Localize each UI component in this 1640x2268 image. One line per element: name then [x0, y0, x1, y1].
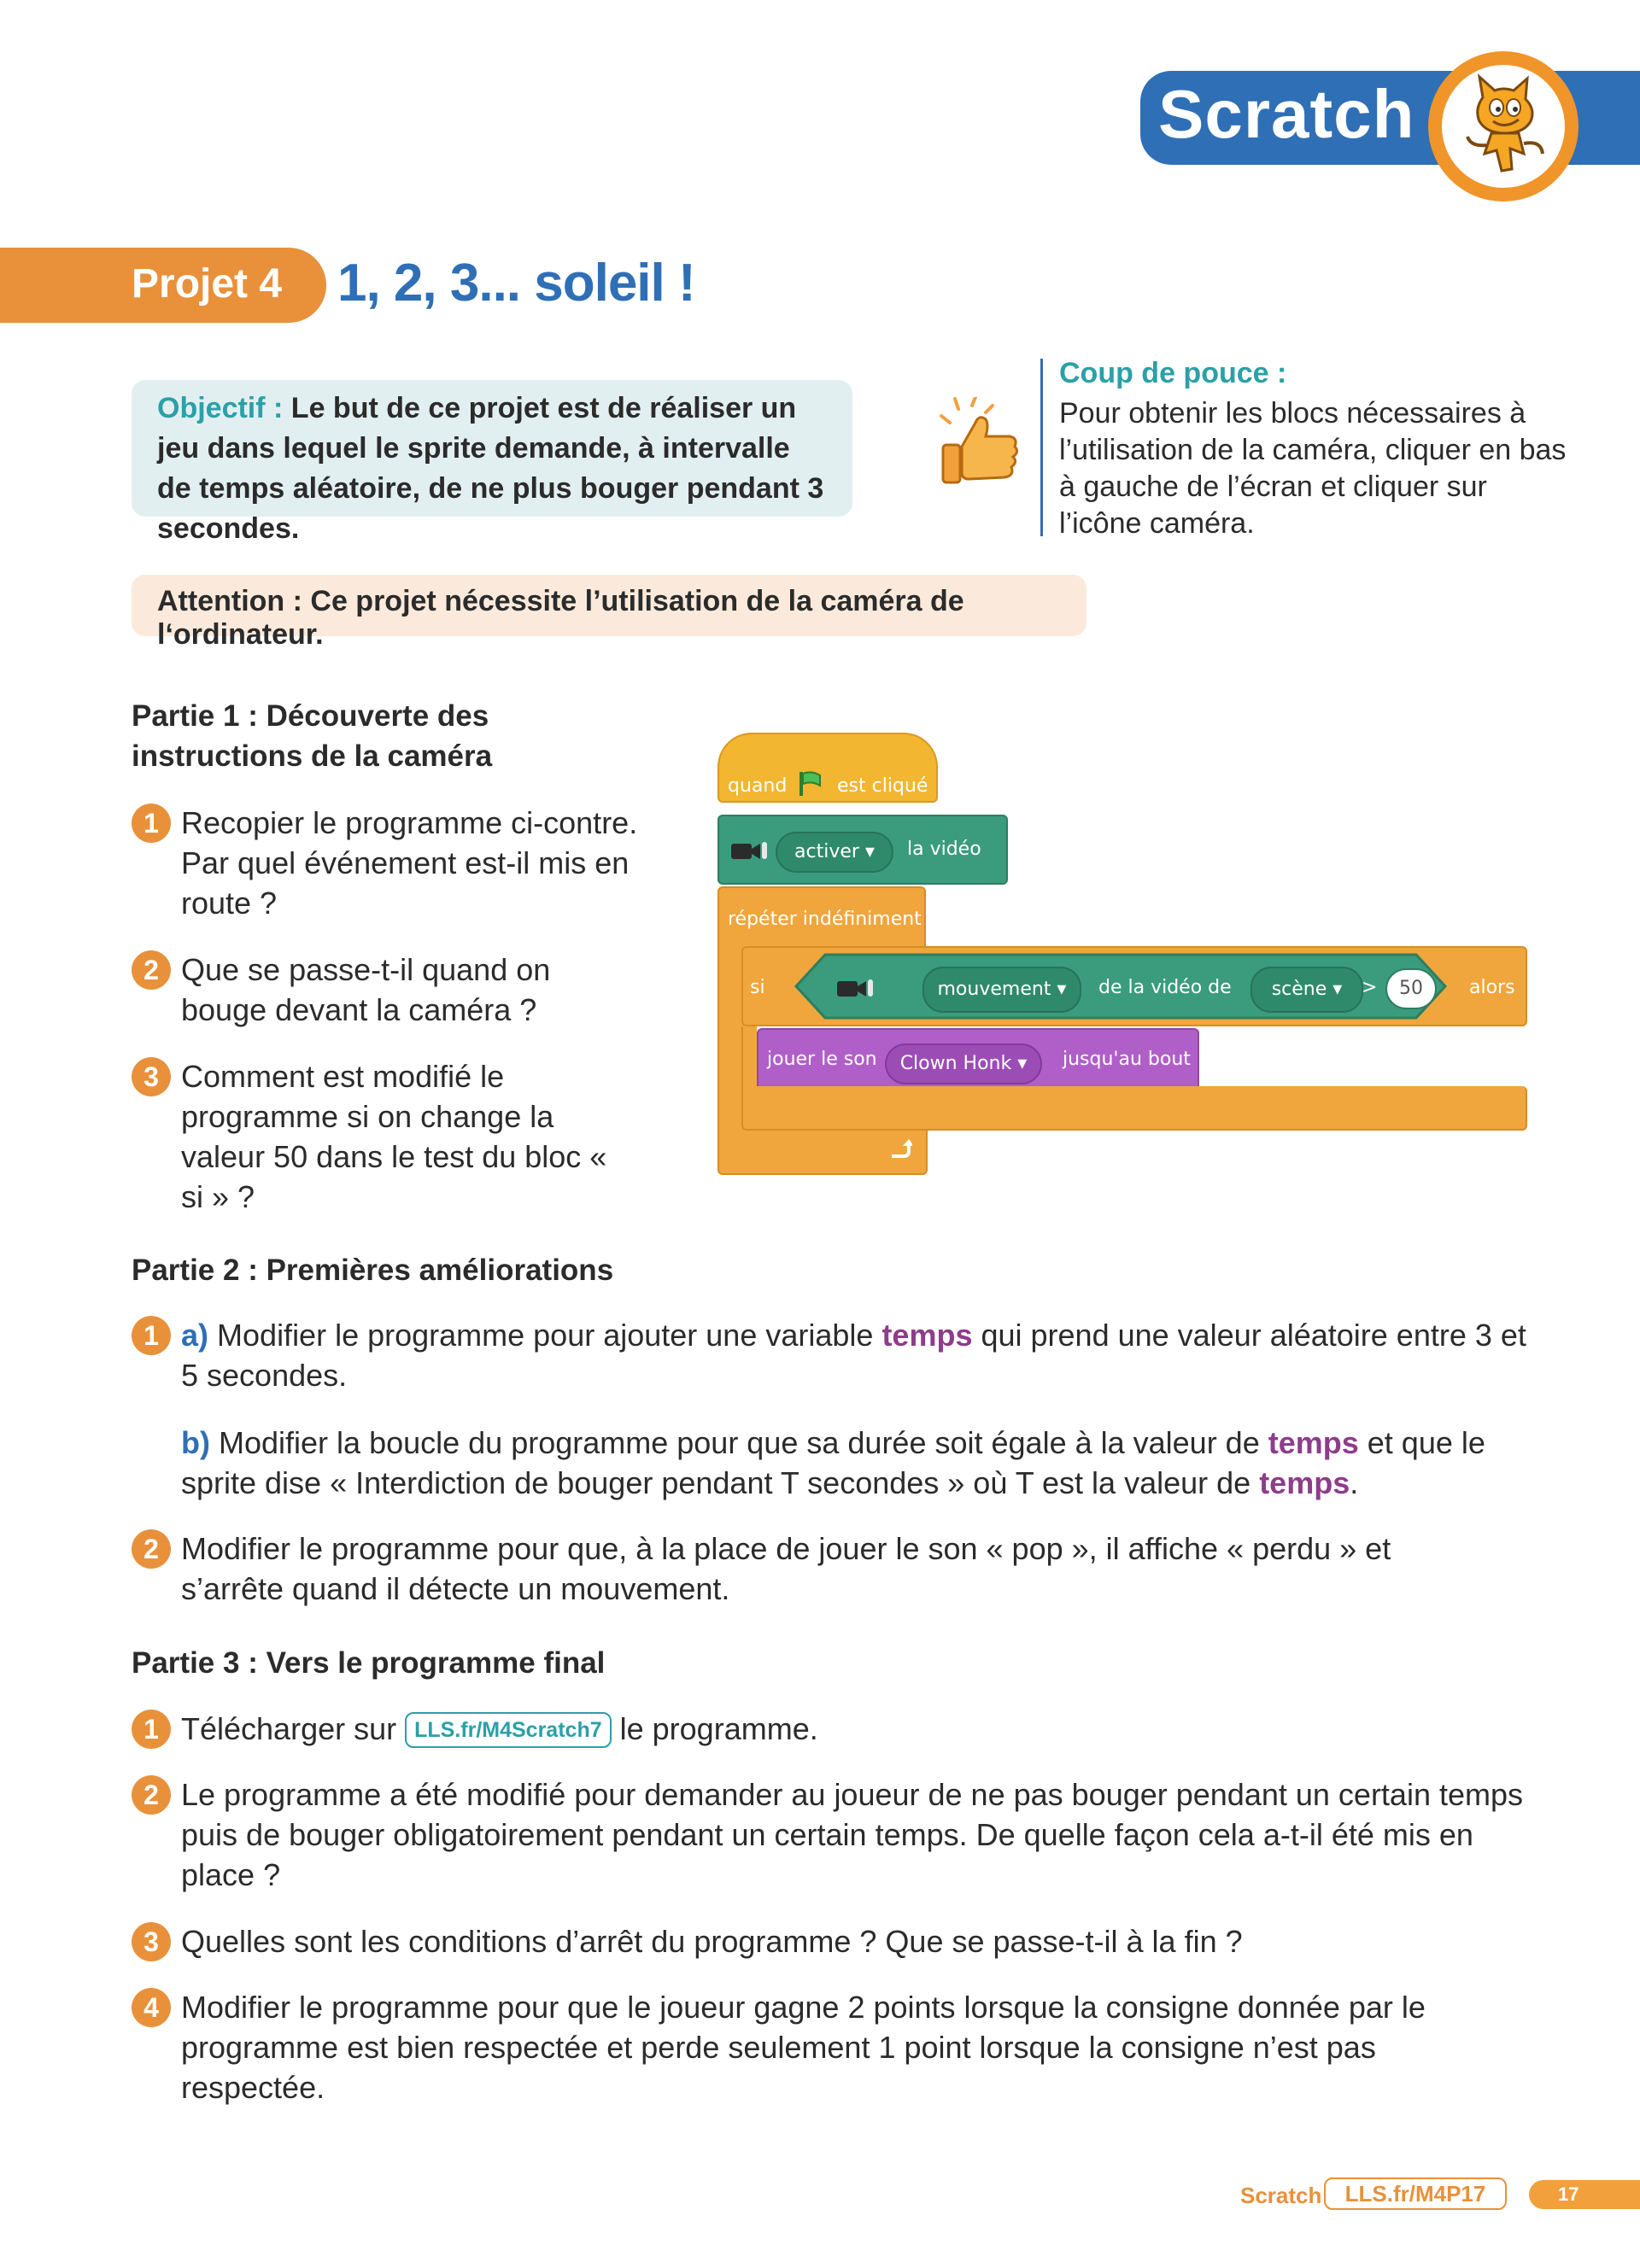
question-number: 3 [132, 1057, 171, 1096]
footer-link[interactable]: LLS.fr/M4P17 [1324, 2177, 1507, 2210]
footer-subject: Scratch [1240, 2183, 1322, 2208]
loop-arrow-icon [888, 1137, 912, 1165]
subquestion-marker: a) [181, 1318, 209, 1353]
scratch-cat-icon [1442, 65, 1565, 188]
partie2-q1b-text-mid: et que le sprite dise « Interdiction de bouger pendant T secondes » où T est la valeur de [181, 1425, 1485, 1500]
project-label: Projet 4 [132, 261, 283, 307]
attention-box: Attention : Ce projet nécessite l’utilisation de la caméra de l‘ordinateur. [132, 575, 1086, 636]
tip-divider [1040, 359, 1043, 536]
video-dropdown[interactable]: activer ▾ [776, 832, 893, 873]
threshold-input[interactable]: 50 [1385, 968, 1437, 1009]
partie3-q2: Le programme a été modifié pour demander au joueur de ne pas bouger pendant un certain temps puis de bouger obligatoirement pendant un certain temps. De quelle façon cela a-t-il été mis en place ? [181, 1777, 1524, 1892]
question-number: 1 [132, 1710, 171, 1749]
scratch-program [716, 733, 1527, 1177]
objective-box [132, 380, 852, 545]
green-flag-icon [798, 770, 823, 801]
partie2-q1a-text-end: qui prend une valeur aléatoire entre 3 et 5 secondes. [181, 1318, 1526, 1393]
sound-suffix: jusqu'au bout [1063, 1049, 1191, 1070]
question-number: 1 [132, 1316, 171, 1355]
variable-keyword: temps [1268, 1425, 1359, 1460]
partie2-q1b-text: Modifier la boucle du programme pour que sa durée soit égale à la valeur de [219, 1425, 1268, 1460]
video-suffix: la vidéo [907, 839, 981, 860]
subquestion-marker: b) [181, 1425, 210, 1460]
camera-icon [835, 976, 875, 1003]
objective-text: Le but de ce projet est de réaliser un jeu dans lequel le sprite demande, à intervalle de temps aléatoire, de ne plus bouger pendant 3 secondes. [157, 392, 824, 545]
hat-label-left: quand [728, 775, 788, 797]
partie2-q2: Modifier le programme pour que, à la place de jouer le son « pop », il affiche « perdu » et s’arrête quand il détecte un mouvement. [181, 1531, 1391, 1606]
if-bottom [741, 1086, 1527, 1131]
sensor-dropdown-value: mouvement [937, 979, 1051, 1000]
question-number: 2 [132, 1775, 171, 1815]
download-link[interactable]: LLS.fr/M4Scratch7 [405, 1712, 612, 1748]
comparison-operator: > [1362, 977, 1378, 998]
question-number: 2 [132, 1529, 171, 1569]
partie3-q1-text: Télécharger sur [181, 1711, 406, 1746]
partie2-q1a [181, 1315, 1548, 1395]
partie2-q1b-text-end: . [1350, 1465, 1359, 1500]
project-title: 1, 2, 3... soleil ! [337, 254, 695, 313]
tip-text: Pour obtenir les blocs nécessaires à l’utilisation de la caméra, cliquer en bas à gauche de l’écran et cliquer sur l’icône caméra. [1059, 397, 1567, 540]
sound-prefix: jouer le son [767, 1049, 877, 1070]
partie2-title: Partie 2 : Premières améliorations [132, 1254, 614, 1287]
thumbs-up-icon [940, 397, 1025, 494]
forever-label: répéter indéfiniment [728, 909, 922, 930]
partie2-q1b [181, 1423, 1548, 1503]
target-dropdown-value: scène [1271, 979, 1327, 1000]
partie1-q2: Que se passe-t-il quand on bouge devant la caméra ? [181, 952, 551, 1027]
camera-icon [729, 839, 769, 866]
if-si: si [750, 977, 765, 998]
partie3-q1 [181, 1709, 1462, 1749]
question-number: 1 [132, 804, 171, 843]
partie1-q3: Comment est modifié le programme si on change la valeur 50 dans le test du bloc « si » ? [181, 1059, 607, 1214]
target-dropdown[interactable]: scène ▾ [1250, 967, 1363, 1013]
partie1-q1: Recopier le programme ci-contre. Par quel événement est-il mis en route ? [181, 805, 638, 921]
sensor-dropdown[interactable]: mouvement ▾ [922, 967, 1081, 1013]
variable-keyword: temps [1259, 1465, 1350, 1500]
tip-title: Coup de pouce : [1059, 357, 1287, 389]
subject-title: Scratch [1158, 76, 1415, 152]
question-number: 3 [132, 1922, 171, 1961]
sensor-of: de la vidéo de [1098, 977, 1232, 998]
partie3-q4: Modifier le programme pour que le joueur gagne 2 points lorsque la consigne donnée par le programme est bien respectée et perde seulement 1 point lorsque la consigne n’est pas respectée. [181, 1990, 1426, 2105]
partie3-title: Partie 3 : Vers le programme final [132, 1646, 606, 1680]
objective-label: Objectif : [157, 392, 284, 424]
partie3-q3: Quelles sont les conditions d’arrêt du programme ? Que se passe-t-il à la fin ? [181, 1924, 1243, 1959]
sound-dropdown-value: Clown Honk [899, 1053, 1012, 1074]
sound-dropdown[interactable]: Clown Honk ▾ [885, 1043, 1042, 1084]
partie2-q1a-text: Modifier le programme pour ajouter une variable [217, 1318, 882, 1353]
if-alors: alors [1469, 977, 1515, 998]
question-number: 2 [132, 950, 171, 990]
question-number: 4 [132, 1988, 171, 2027]
page-number: 17 [1529, 2180, 1640, 2209]
hat-label-right: est cliqué [837, 775, 928, 797]
variable-keyword: temps [882, 1318, 973, 1353]
partie3-q1-text-end: le programme. [611, 1711, 818, 1746]
video-dropdown-value: activer [794, 841, 859, 862]
partie1-title: Partie 1 : Découverte des instructions de la caméra [132, 699, 493, 773]
